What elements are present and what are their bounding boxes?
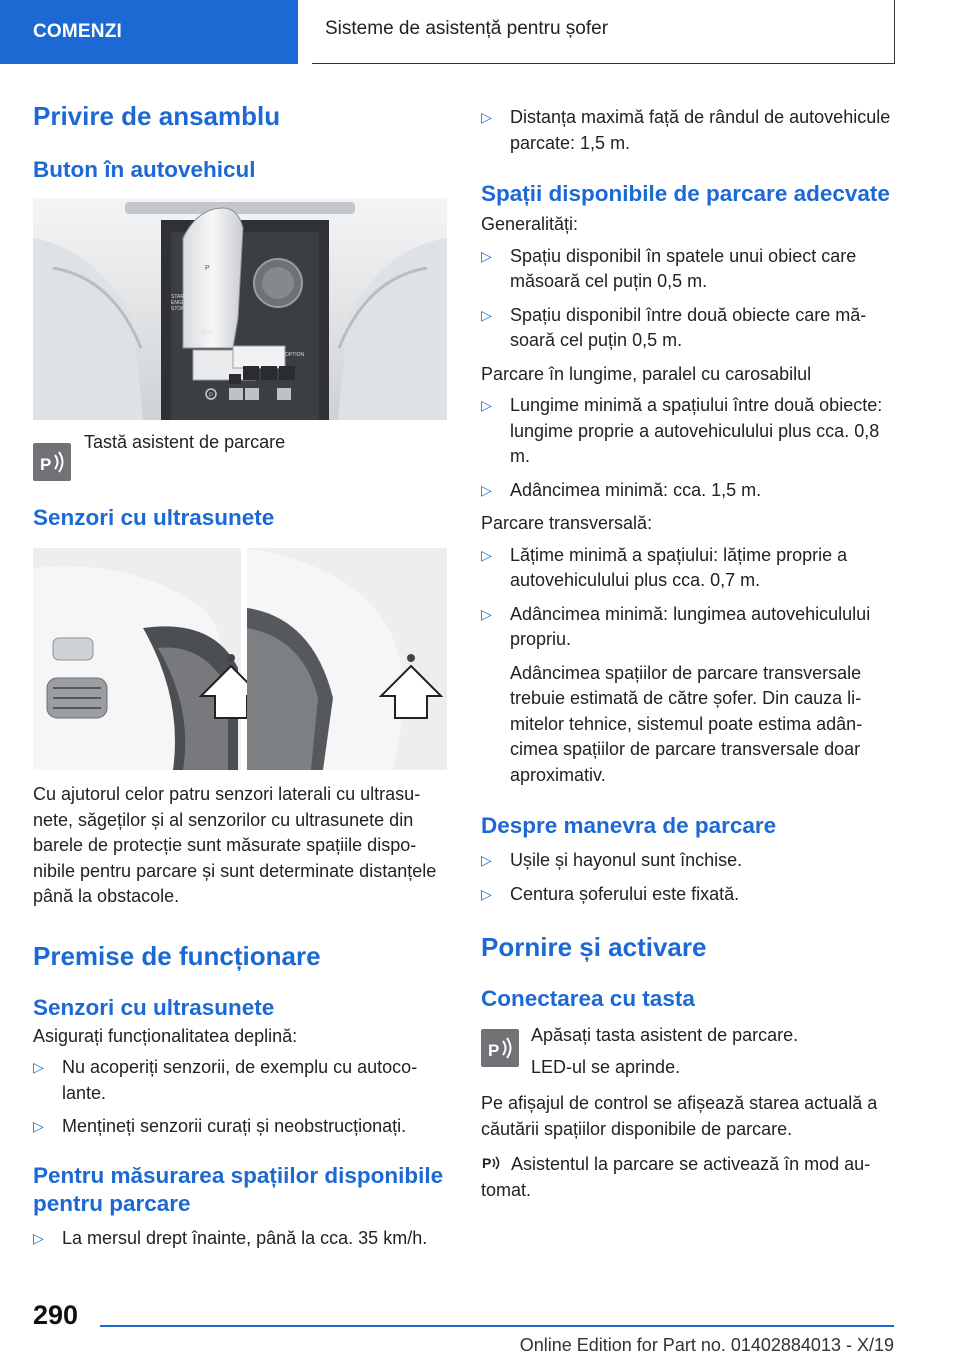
svg-text:P: P bbox=[482, 1155, 492, 1171]
park-key-row bbox=[33, 432, 447, 482]
svg-text:P: P bbox=[40, 455, 52, 474]
list-item: ▷ Centura șoferului este fixată. bbox=[481, 882, 893, 908]
connect-step-led: LED-ul se aprinde. bbox=[531, 1057, 681, 1077]
start-label: START bbox=[171, 294, 187, 300]
connect-step-press: Apăsați tasta asistent de parcare. bbox=[531, 1025, 799, 1045]
option-label: OPTION bbox=[285, 352, 305, 358]
list-item: ▷ Spațiu disponibil în spatele unui obiect care măsoară cel puțin 0,5 m. bbox=[481, 245, 857, 291]
list-item: ▷ Nu acoperiți senzorii, de exemplu cu autocolante. bbox=[33, 1057, 418, 1103]
edition-info: Online Edition for Part no. 01402884013 - X/19 bbox=[519, 1335, 894, 1355]
list-item: ▷ Adâncimea minimă: cca. 1,5 m. bbox=[481, 478, 893, 504]
bumper-drawing bbox=[33, 548, 447, 770]
center-console-illustration bbox=[33, 198, 447, 420]
display-status-text: Pe afișajul de control se afișează starea actuală a căutării spațiilor disponibile de parcare. bbox=[481, 1093, 878, 1139]
triangle-right-icon: ▷ bbox=[481, 109, 492, 125]
connect-step-row bbox=[481, 1025, 893, 1081]
triangle-right-icon: ▷ bbox=[481, 546, 492, 563]
footer-divider bbox=[100, 1325, 894, 1327]
maneuver-heading: Despre manevra de parcare bbox=[481, 813, 777, 838]
stop-label: STOP bbox=[171, 306, 185, 312]
park-assist-icon bbox=[481, 1029, 519, 1067]
triangle-right-icon: ▷ bbox=[33, 1118, 44, 1134]
sensors-heading: Senzori cu ultrasunete bbox=[33, 505, 275, 530]
gear-p-label: P bbox=[205, 265, 210, 272]
page-header bbox=[0, 0, 960, 66]
right-column bbox=[481, 105, 893, 1203]
section-tab: COMENZI bbox=[0, 0, 298, 64]
measure-bullet-list bbox=[33, 1226, 447, 1252]
park-assist-icon bbox=[33, 443, 71, 481]
parallel-bullet-list bbox=[481, 393, 893, 503]
triangle-right-icon: ▷ bbox=[33, 1229, 44, 1246]
premise-intro: Asigurați funcționalitatea deplină: bbox=[33, 1025, 298, 1046]
distance-bullet-list bbox=[481, 105, 893, 156]
center-console-drawing bbox=[33, 198, 447, 420]
list-item: ▷ Adâncimea minimă: lungimea autovehiculului propriu. bbox=[481, 603, 871, 649]
transverse-bullet-list bbox=[481, 543, 893, 653]
general-label: Generalități: bbox=[481, 214, 579, 234]
sensors-description: Cu ajutorul celor patru senzori laterali cu ultrasunete, săgeților și al senzorilor cu ultrasunete din barele de protecție sunt măsurate spațiile disponibile pentru parcare și sunt determinate distanțele până la obstacole. bbox=[33, 784, 437, 906]
general-bullet-list bbox=[481, 244, 893, 354]
auto-activation-text: Asistentul la parcare se activează în mod automat. bbox=[481, 1154, 871, 1200]
premise-sensors-heading: Senzori cu ultrasunete bbox=[33, 994, 275, 1020]
list-item: ▷ Lățime minimă a spațiului: lățime proprie a autovehiculului plus cca. 0,7 m. bbox=[481, 544, 848, 590]
ultrasonic-sensors-illustration bbox=[33, 548, 447, 770]
premise-bullet-list bbox=[33, 1055, 447, 1140]
button-heading: Buton în autovehicul bbox=[33, 157, 256, 182]
park-key-caption: Tastă asistent de parcare bbox=[84, 432, 286, 452]
list-item: ▷ Ușile și hayonul sunt închise. bbox=[481, 848, 893, 874]
triangle-right-icon: ▷ bbox=[33, 1059, 44, 1075]
auto-activation-row bbox=[481, 1152, 893, 1203]
triangle-right-icon: ▷ bbox=[481, 852, 492, 868]
transverse-note: Adâncimea spațiilor de parcare transversale trebuie estimată de către șofer. Din cauza limitelor tehnice, sistemul poate estima adâncimea spațiilor de parcare transversale doar aproximativ. bbox=[510, 662, 863, 785]
list-item: ▷ La mersul drept înainte, până la cca. 35 km/h. bbox=[33, 1226, 447, 1252]
start-heading: Pornire și activare bbox=[481, 932, 707, 962]
triangle-right-icon: ▷ bbox=[481, 306, 492, 323]
parallel-label: Parcare în lungime, paralel cu carosabilul bbox=[481, 363, 812, 384]
measure-heading: Pentru măsurarea spațiilor disponibile pentru parcare bbox=[33, 1162, 444, 1216]
gear-hint-label: MEM bbox=[201, 330, 213, 336]
left-column bbox=[33, 100, 447, 1251]
premise-heading: Premise de funcționare bbox=[33, 940, 321, 971]
chapter-title: Sisteme de asistență pentru șofer bbox=[312, 0, 895, 64]
list-item: ▷ Distanța maximă față de rândul de autovehicule parcate: 1,5 m. bbox=[481, 107, 891, 153]
triangle-right-icon: ▷ bbox=[481, 605, 492, 622]
connect-heading: Conectarea cu tasta bbox=[481, 986, 695, 1011]
maneuver-bullet-list bbox=[481, 848, 893, 907]
transverse-label: Parcare transversală: bbox=[481, 513, 653, 533]
list-item: ▷ Spațiu disponibil între două obiecte care măsoară cel puțin 0,5 m. bbox=[481, 304, 867, 350]
list-item: ▷ Mențineți senzorii curați și neobstrucționați. bbox=[33, 1114, 447, 1140]
triangle-right-icon: ▷ bbox=[481, 247, 492, 264]
page-number: 290 bbox=[33, 1300, 79, 1330]
svg-text:P: P bbox=[488, 1041, 500, 1060]
spaces-heading: Spații disponibile de parcare adecvate bbox=[481, 181, 890, 206]
park-key-label: P bbox=[209, 393, 214, 399]
overview-heading: Privire de ansamblu bbox=[33, 101, 281, 131]
triangle-right-icon: ▷ bbox=[481, 885, 492, 902]
triangle-right-icon: ▷ bbox=[481, 397, 492, 413]
park-assist-small-icon bbox=[481, 1152, 503, 1174]
triangle-right-icon: ▷ bbox=[481, 481, 492, 498]
list-item: ▷ Lungime minimă a spațiului între două obiecte: lungime proprie a autovehiculului plus cca. 0,8 m. bbox=[481, 395, 883, 466]
engine-label: ENGINE bbox=[171, 300, 191, 306]
